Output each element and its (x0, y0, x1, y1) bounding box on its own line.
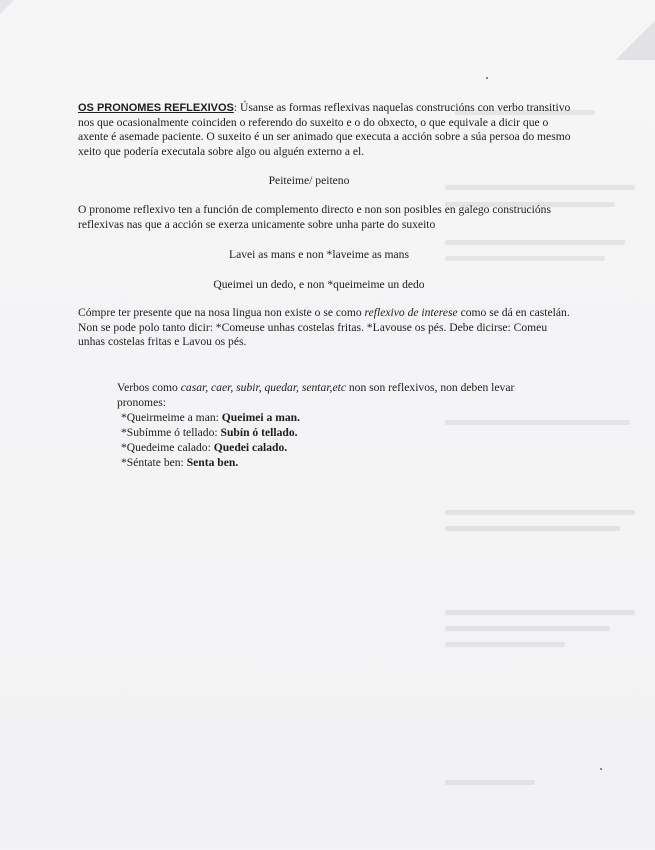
list-item (121, 440, 557, 455)
example-peiteime (60, 174, 558, 189)
list-item (121, 425, 557, 440)
scan-speck (486, 77, 488, 79)
interest-paragraph (78, 306, 576, 350)
correct-form: Subín ó tellado. (220, 426, 298, 440)
interest-term: reflexivo de interese (364, 306, 458, 319)
wrong-form: *Subímme ó tellado: (121, 426, 221, 440)
page-corner-shadow (615, 0, 655, 60)
wrong-form: *Quedeime calado: (121, 441, 214, 455)
function-paragraph (78, 203, 576, 232)
interest-text-pre: Cómpre ter presente que na nosa lingua non existe o se como (78, 306, 365, 319)
intro-paragraph (78, 101, 576, 159)
example-line: Peiteime/ peiteno (268, 174, 350, 187)
examples-list (117, 410, 557, 470)
verbs-text-pre: Verbos como (117, 381, 181, 394)
example-line: Queimei un dedo, e non *queimeime un dedo (213, 278, 425, 291)
wrong-form: *Queirmeime a man: (121, 411, 222, 425)
verbs-paragraph (117, 381, 557, 470)
example-queimei (70, 278, 568, 293)
page-corner-fold (0, 0, 14, 14)
intro-text: : Úsanse as formas reflexivas naquelas construcións con verbo transitivo nos que ocasionalmente coinciden o referendo do suxeito e o do obxecto, o que equivale a dicir que o axente é asemade paciente. O suxeito é un ser animado que executa a acción sobre a súa persoa do mesmo xeito que podería executala sobre algo ou alguén externo a el. (78, 101, 571, 158)
list-item (121, 410, 557, 425)
example-lavei (70, 248, 568, 263)
verbs-list: casar, caer, subir, quedar, sentar,etc (180, 381, 346, 394)
function-text: O pronome reflexivo ten a función de complemento directo e non son posibles en galego construcións reflexivas nas que a acción se exerza unicamente sobre unha parte do suxeito (78, 203, 551, 231)
correct-form: Quedei calado. (213, 441, 288, 455)
correct-form: Senta ben. (186, 456, 239, 470)
list-item (121, 455, 557, 470)
correct-form: Queimei a man. (221, 411, 301, 425)
wrong-form: *Séntate ben: (121, 456, 187, 470)
interest-text-post: como se dá en castelán. Non se pode polo tanto dicir: *Comeuse unhas costelas fritas. *Lavouse os pés. Debe dicirse: Comeu unhas costelas fritas e Lavou os pés. (78, 306, 570, 349)
scan-speck (600, 768, 602, 770)
section-heading: OS PRONOMES REFLEXIVOS (78, 102, 234, 114)
verbs-text-post: non son reflexivos, non deben levar pronomes: (117, 381, 515, 409)
example-line: Lavei as mans e non *laveime as mans (229, 248, 409, 261)
